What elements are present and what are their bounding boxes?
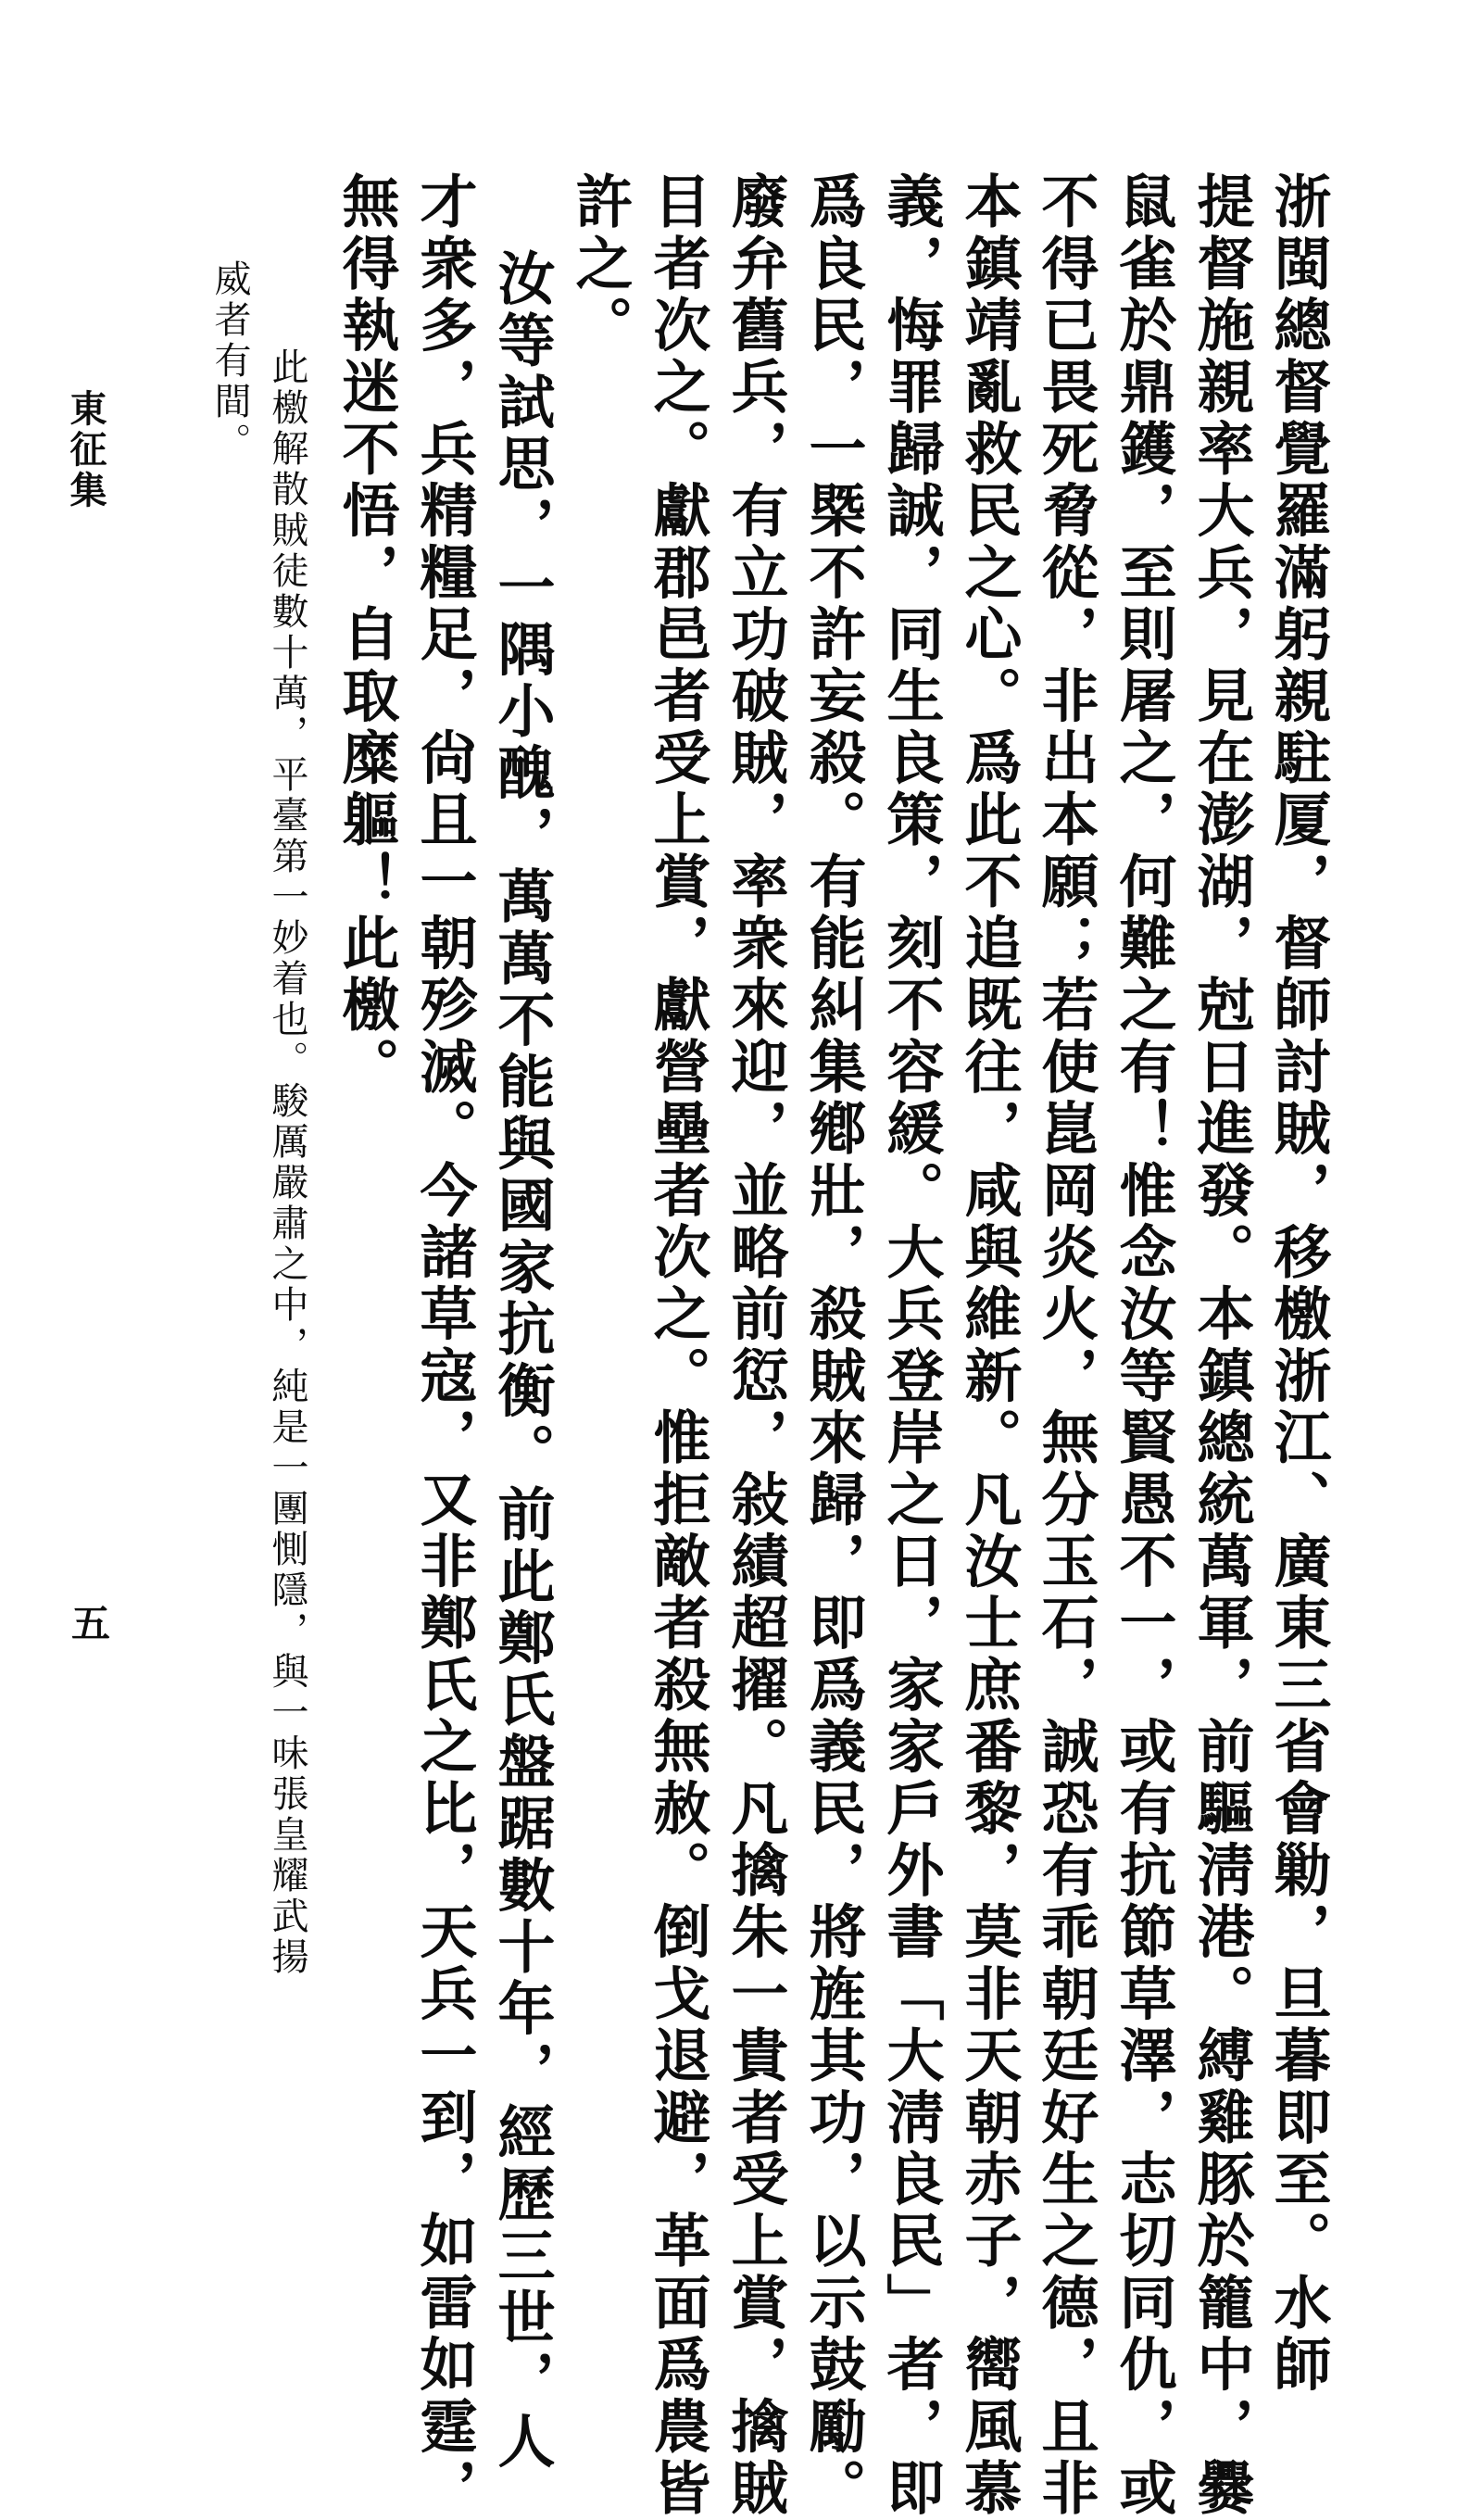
page-number: 五 [66, 1603, 111, 1642]
commentary-column-2: 威者有間。 [208, 259, 251, 463]
text-column-2: 提督施親率大兵，見在澎湖，尅日進發。本鎮總統萬軍，前驅淸港。縛雞豚於籠中，爨 [1187, 171, 1255, 2520]
text-column-10: 許之。 [566, 171, 634, 358]
book-title: 東征集 [64, 389, 107, 511]
text-column-7: 爲良民，一槩不許妄殺。有能糾集鄕壯，殺賊來歸，即爲義民，將旌其功，以示鼓勵。 [799, 171, 867, 2520]
text-column-8: 廢弁舊兵，有立功破賊，率衆來迎，並略前愆，敍績超擢。凡擒朱一貴者受上賞，擒賊 [722, 171, 789, 2520]
text-column-13: 無得執迷不悟，自取糜軀！此檄。 [333, 171, 400, 1099]
text-column-5: 本鎮靖亂救民之心。爲此不追既往，咸與維新。凡汝士庶番黎，莫非天朝赤子，嚮風慕 [955, 171, 1023, 2520]
text-column-4: 不得已畏死脅從，非出本願；若使崑岡炎火，無分玉石，誠恐有乖朝廷好生之德，且非 [1032, 171, 1099, 2520]
text-column-12: 才衆多，兵精糧足，尙且一朝殄滅。今諸草寇，又非鄭氏之比，天兵一到，如雷如霆， [410, 171, 478, 2520]
text-column-9: 目者次之。獻郡邑者受上賞，獻營壘者次之。惟拒敵者殺無赦。倒戈退避，革面爲農皆 [644, 171, 711, 2520]
text-column-1: 浙閩總督覺羅滿躬親駐厦，督師討賊，移檄浙江、廣東三省會勦，旦暮即至。水師 [1264, 171, 1332, 2397]
text-column-11: 汝等試思，一隅小醜，萬萬不能與國家抗衡。前此鄭氏盤踞數十年，經歷三世，人 [488, 248, 556, 2474]
commentary-column-1: 此檄解散賊徒數十萬，平臺第一妙着也。駿厲嚴肅之中，純是一團惻隱，與一味張皇耀武揚 [266, 347, 308, 1978]
text-column-6: 義，悔罪歸誠，同生良策，刻不容緩。大兵登岸之日，家家戶外書「大淸良民」者，即 [877, 171, 945, 2520]
text-column-3: 鼠雀於鼎鑊，至則屠之，何難之有！惟念汝等賢愚不一，或有抗節草澤，志切同仇，或 [1110, 171, 1177, 2520]
